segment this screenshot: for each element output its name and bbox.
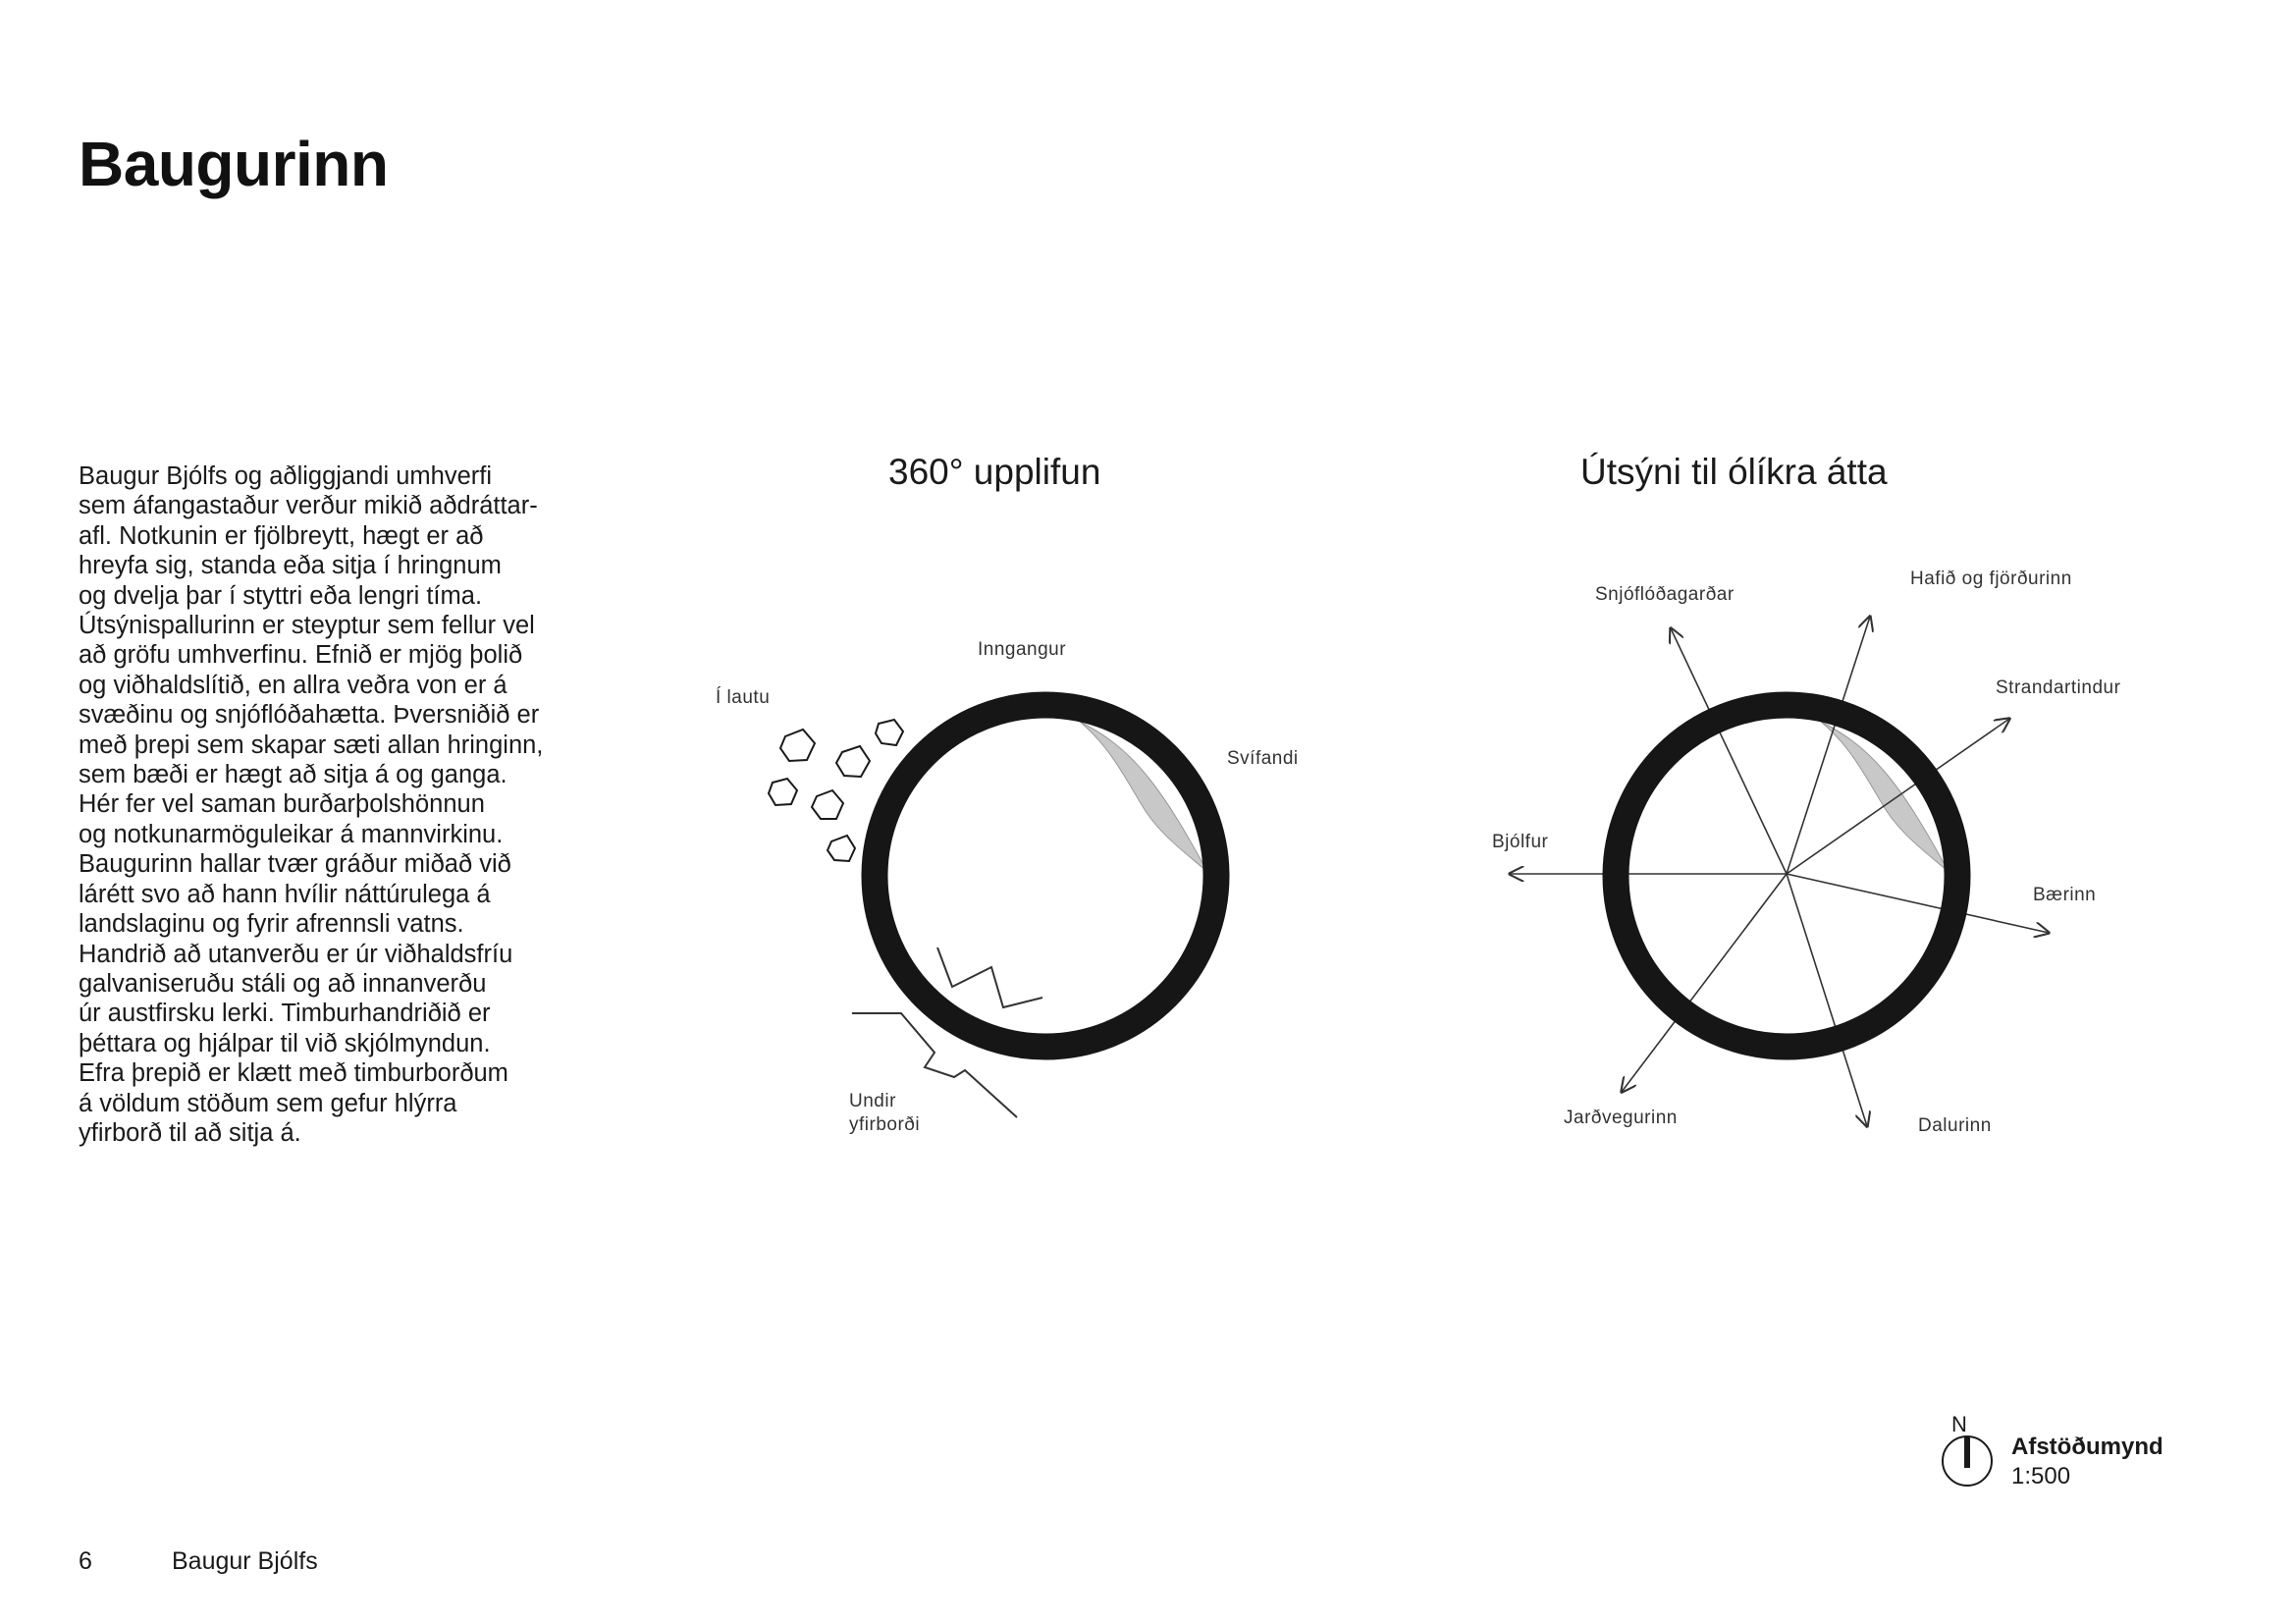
body-line: á völdum stöðum sem gefur hlýrra bbox=[79, 1089, 457, 1117]
body-line: að gröfu umhverfinu. Efnið er mjög þolið bbox=[79, 641, 523, 670]
stone bbox=[876, 720, 903, 745]
body-line: og viðhaldslítið, en allra veðra von er á bbox=[79, 671, 507, 699]
label-entrance: Inngangur bbox=[978, 639, 1067, 660]
arrow-valley bbox=[1787, 874, 1867, 1126]
body-line: Hér fer vel saman burðarþolshönnun bbox=[79, 790, 485, 819]
stone bbox=[780, 730, 815, 761]
body-line: sem áfangastaður verður mikið aðdráttar- bbox=[79, 492, 538, 520]
body-line: sem bæði er hægt að sitja á og ganga. bbox=[79, 761, 507, 789]
label-town: Bærinn bbox=[2033, 885, 2097, 905]
body-line: úr austfirsku lerki. Timburhandriðið er bbox=[79, 1000, 491, 1028]
body-line: svæðinu og snjóflóðahætta. Þversniðið er bbox=[79, 701, 540, 730]
body-line: galvaniseruðu stáli og að innanverðu bbox=[79, 969, 487, 998]
body-line: með þrepi sem skapar sæti allan hringinn, bbox=[79, 731, 544, 759]
label-strandartindur: Strandartindur bbox=[1996, 677, 2121, 698]
legend-title: Afstöðumynd bbox=[2011, 1434, 2163, 1460]
body-line: Baugurinn hallar tvær gráður miðað við bbox=[79, 850, 511, 879]
body-line: Efra þrepið er klætt með timburborðum bbox=[79, 1059, 508, 1088]
body-line: landslaginu og fyrir afrennsli vatns. bbox=[79, 910, 464, 939]
diagram1-title: 360° upplifun bbox=[888, 452, 1101, 492]
label-hollow: Í lautu bbox=[716, 687, 771, 708]
body-line: Útsýnispallurinn er steyptur sem fellur vel bbox=[79, 612, 535, 640]
label-bjolfur: Bjólfur bbox=[1492, 832, 1549, 852]
label-avalanche-walls: Snjóflóðagarðar bbox=[1595, 584, 1735, 605]
body-line: Handrið að utanverðu er úr viðhaldsfríu bbox=[79, 940, 513, 968]
diagram1 bbox=[716, 639, 1299, 1135]
stone bbox=[828, 836, 855, 861]
footer-document-title: Baugur Bjólfs bbox=[172, 1547, 318, 1575]
stone bbox=[812, 790, 843, 819]
body-line: hreyfa sig, standa eða sitja í hringnum bbox=[79, 552, 502, 580]
stone bbox=[836, 746, 870, 777]
label-valley: Dalurinn bbox=[1918, 1115, 1992, 1136]
body-line: lárétt svo að hann hvílir náttúrulega á bbox=[79, 880, 491, 908]
zigzag-line-inner bbox=[937, 947, 1042, 1007]
label-below-2: yfirborði bbox=[849, 1114, 921, 1135]
body-line: og notkunarmöguleikar á mannvirkinu. bbox=[79, 820, 504, 848]
legend-scale: 1:500 bbox=[2011, 1463, 2071, 1489]
stone bbox=[769, 779, 797, 805]
north-arrow-icon bbox=[1943, 1436, 1992, 1486]
page-title: Baugurinn bbox=[79, 129, 389, 199]
diagram2 bbox=[1492, 568, 2121, 1136]
page-number: 6 bbox=[79, 1547, 92, 1575]
body-line: afl. Notkunin er fjölbreytt, hægt er að bbox=[79, 521, 484, 550]
diagram2-title: Útsýni til ólíkra átta bbox=[1580, 452, 1888, 492]
body-line: Baugur Bjólfs og aðliggjandi umhverfi bbox=[79, 462, 492, 490]
label-sea-fjord: Hafið og fjörðurinn bbox=[1910, 568, 2072, 589]
label-below-1: Undir bbox=[849, 1091, 896, 1111]
arrow-town bbox=[1787, 874, 2049, 933]
body-line: og dvelja þar í styttri eða lengri tíma. bbox=[79, 581, 483, 610]
body-line: yfirborð til að sitja á. bbox=[79, 1118, 301, 1147]
body-line: þéttara og hjálpar til við skjólmyndun. bbox=[79, 1029, 491, 1057]
baugur-ring bbox=[875, 705, 1216, 1047]
label-floating: Svífandi bbox=[1227, 748, 1299, 769]
north-label: N bbox=[1951, 1412, 1967, 1436]
label-soil: Jarðvegurinn bbox=[1564, 1108, 1678, 1128]
